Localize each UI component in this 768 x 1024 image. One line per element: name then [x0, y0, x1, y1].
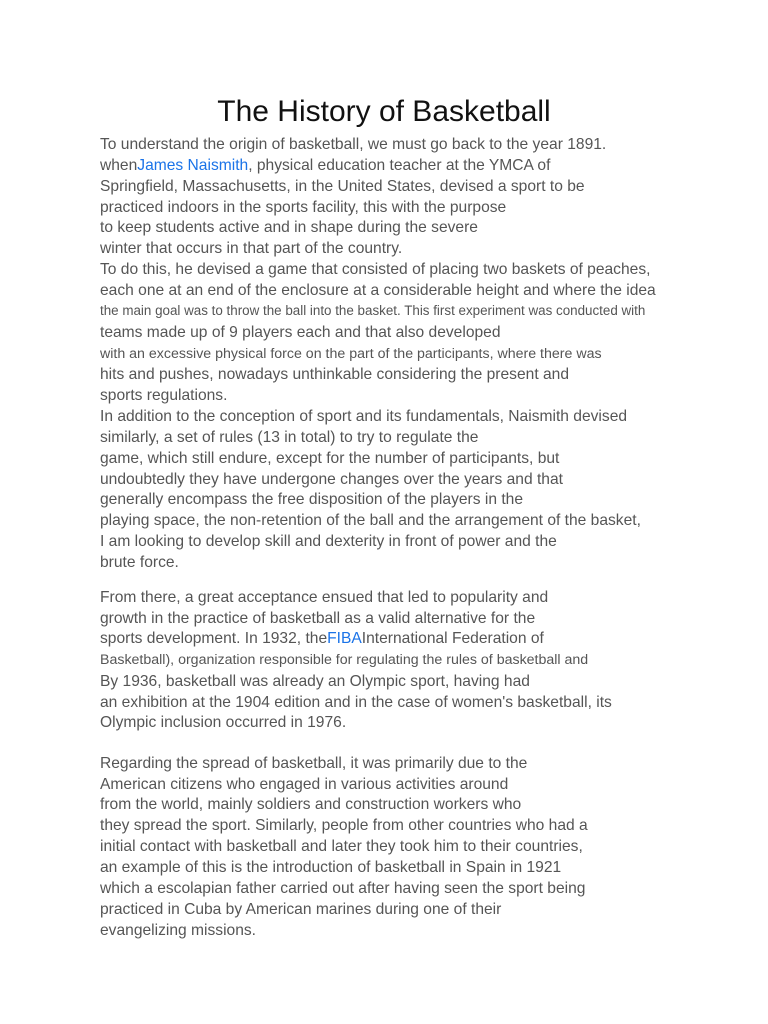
text-line: winter that occurs in that part of the country. [100, 240, 403, 257]
text-fragment: International Federation of [361, 630, 544, 647]
text-line: an example of this is the introduction of basketball in Spain in 1921 [100, 859, 562, 876]
text-line: practiced indoors in the sports facility, this with the purpose [100, 199, 507, 216]
text-line: an exhibition at the 1904 edition and in the case of women's basketball, its [100, 694, 612, 711]
text-line: Springfield, Massachusetts, in the United States, devised a sport to be [100, 178, 585, 195]
text-line: I am looking to develop skill and dexterity in front of power and the [100, 533, 557, 550]
page-title: The History of Basketball [217, 95, 551, 128]
fiba-link[interactable]: FIBA [327, 630, 362, 647]
text-line [100, 156, 550, 176]
text-line: Basketball), organization responsible for regulating the rules of basketball and [100, 652, 589, 668]
text-line: practiced in Cuba by American marines during one of their [100, 901, 502, 918]
text-line: sports regulations. [100, 387, 228, 404]
text-line: teams made up of 9 players each and that also developed [100, 324, 501, 341]
text-line: To do this, he devised a game that consisted of placing two baskets of peaches, [100, 261, 651, 278]
text-line: Regarding the spread of basketball, it was primarily due to the [100, 755, 528, 772]
james-naismith-link[interactable]: James Naismith [137, 157, 249, 174]
text-line [100, 629, 544, 649]
text-line: generally encompass the free disposition of the players in the [100, 491, 524, 508]
text-line: game, which still endure, except for the number of participants, but [100, 450, 560, 467]
text-line: hits and pushes, nowadays unthinkable considering the present and [100, 366, 570, 383]
text-line: By 1936, basketball was already an Olympic sport, having had [100, 673, 530, 690]
text-line: To understand the origin of basketball, we must go back to the year 1891. [100, 136, 607, 153]
text-line: undoubtedly they have undergone changes over the years and that [100, 471, 563, 488]
text-line: similarly, a set of rules (13 in total) to try to regulate the [100, 429, 479, 446]
text-fragment: sports development. In 1932, the [100, 630, 328, 647]
text-line: Olympic inclusion occurred in 1976. [100, 714, 347, 731]
text-line: growth in the practice of basketball as a valid alternative for the [100, 610, 536, 627]
text-line: the main goal was to throw the ball into the basket. This first experiment was conducted with [100, 303, 646, 318]
text-fragment: , physical education teacher at the YMCA of [248, 157, 551, 174]
text-line: from the world, mainly soldiers and construction workers who [100, 796, 522, 813]
text-line: American citizens who engaged in various activities around [100, 776, 509, 793]
text-line: which a escolapian father carried out after having seen the sport being [100, 880, 586, 897]
text-line: playing space, the non-retention of the ball and the arrangement of the basket, [100, 512, 641, 529]
text-line: each one at an end of the enclosure at a considerable height and where the idea [100, 282, 656, 299]
text-line: initial contact with basketball and later they took him to their countries, [100, 838, 583, 855]
text-line: evangelizing missions. [100, 922, 257, 939]
text-line: brute force. [100, 554, 179, 571]
text-line: to keep students active and in shape during the severe [100, 219, 478, 236]
text-line: with an excessive physical force on the part of the participants, where there was [100, 346, 602, 362]
text-line: they spread the sport. Similarly, people from other countries who had a [100, 817, 588, 834]
text-line: In addition to the conception of sport and its fundamentals, Naismith devised [100, 408, 628, 425]
text-line: From there, a great acceptance ensued that led to popularity and [100, 589, 549, 606]
text-fragment: when [100, 157, 138, 174]
